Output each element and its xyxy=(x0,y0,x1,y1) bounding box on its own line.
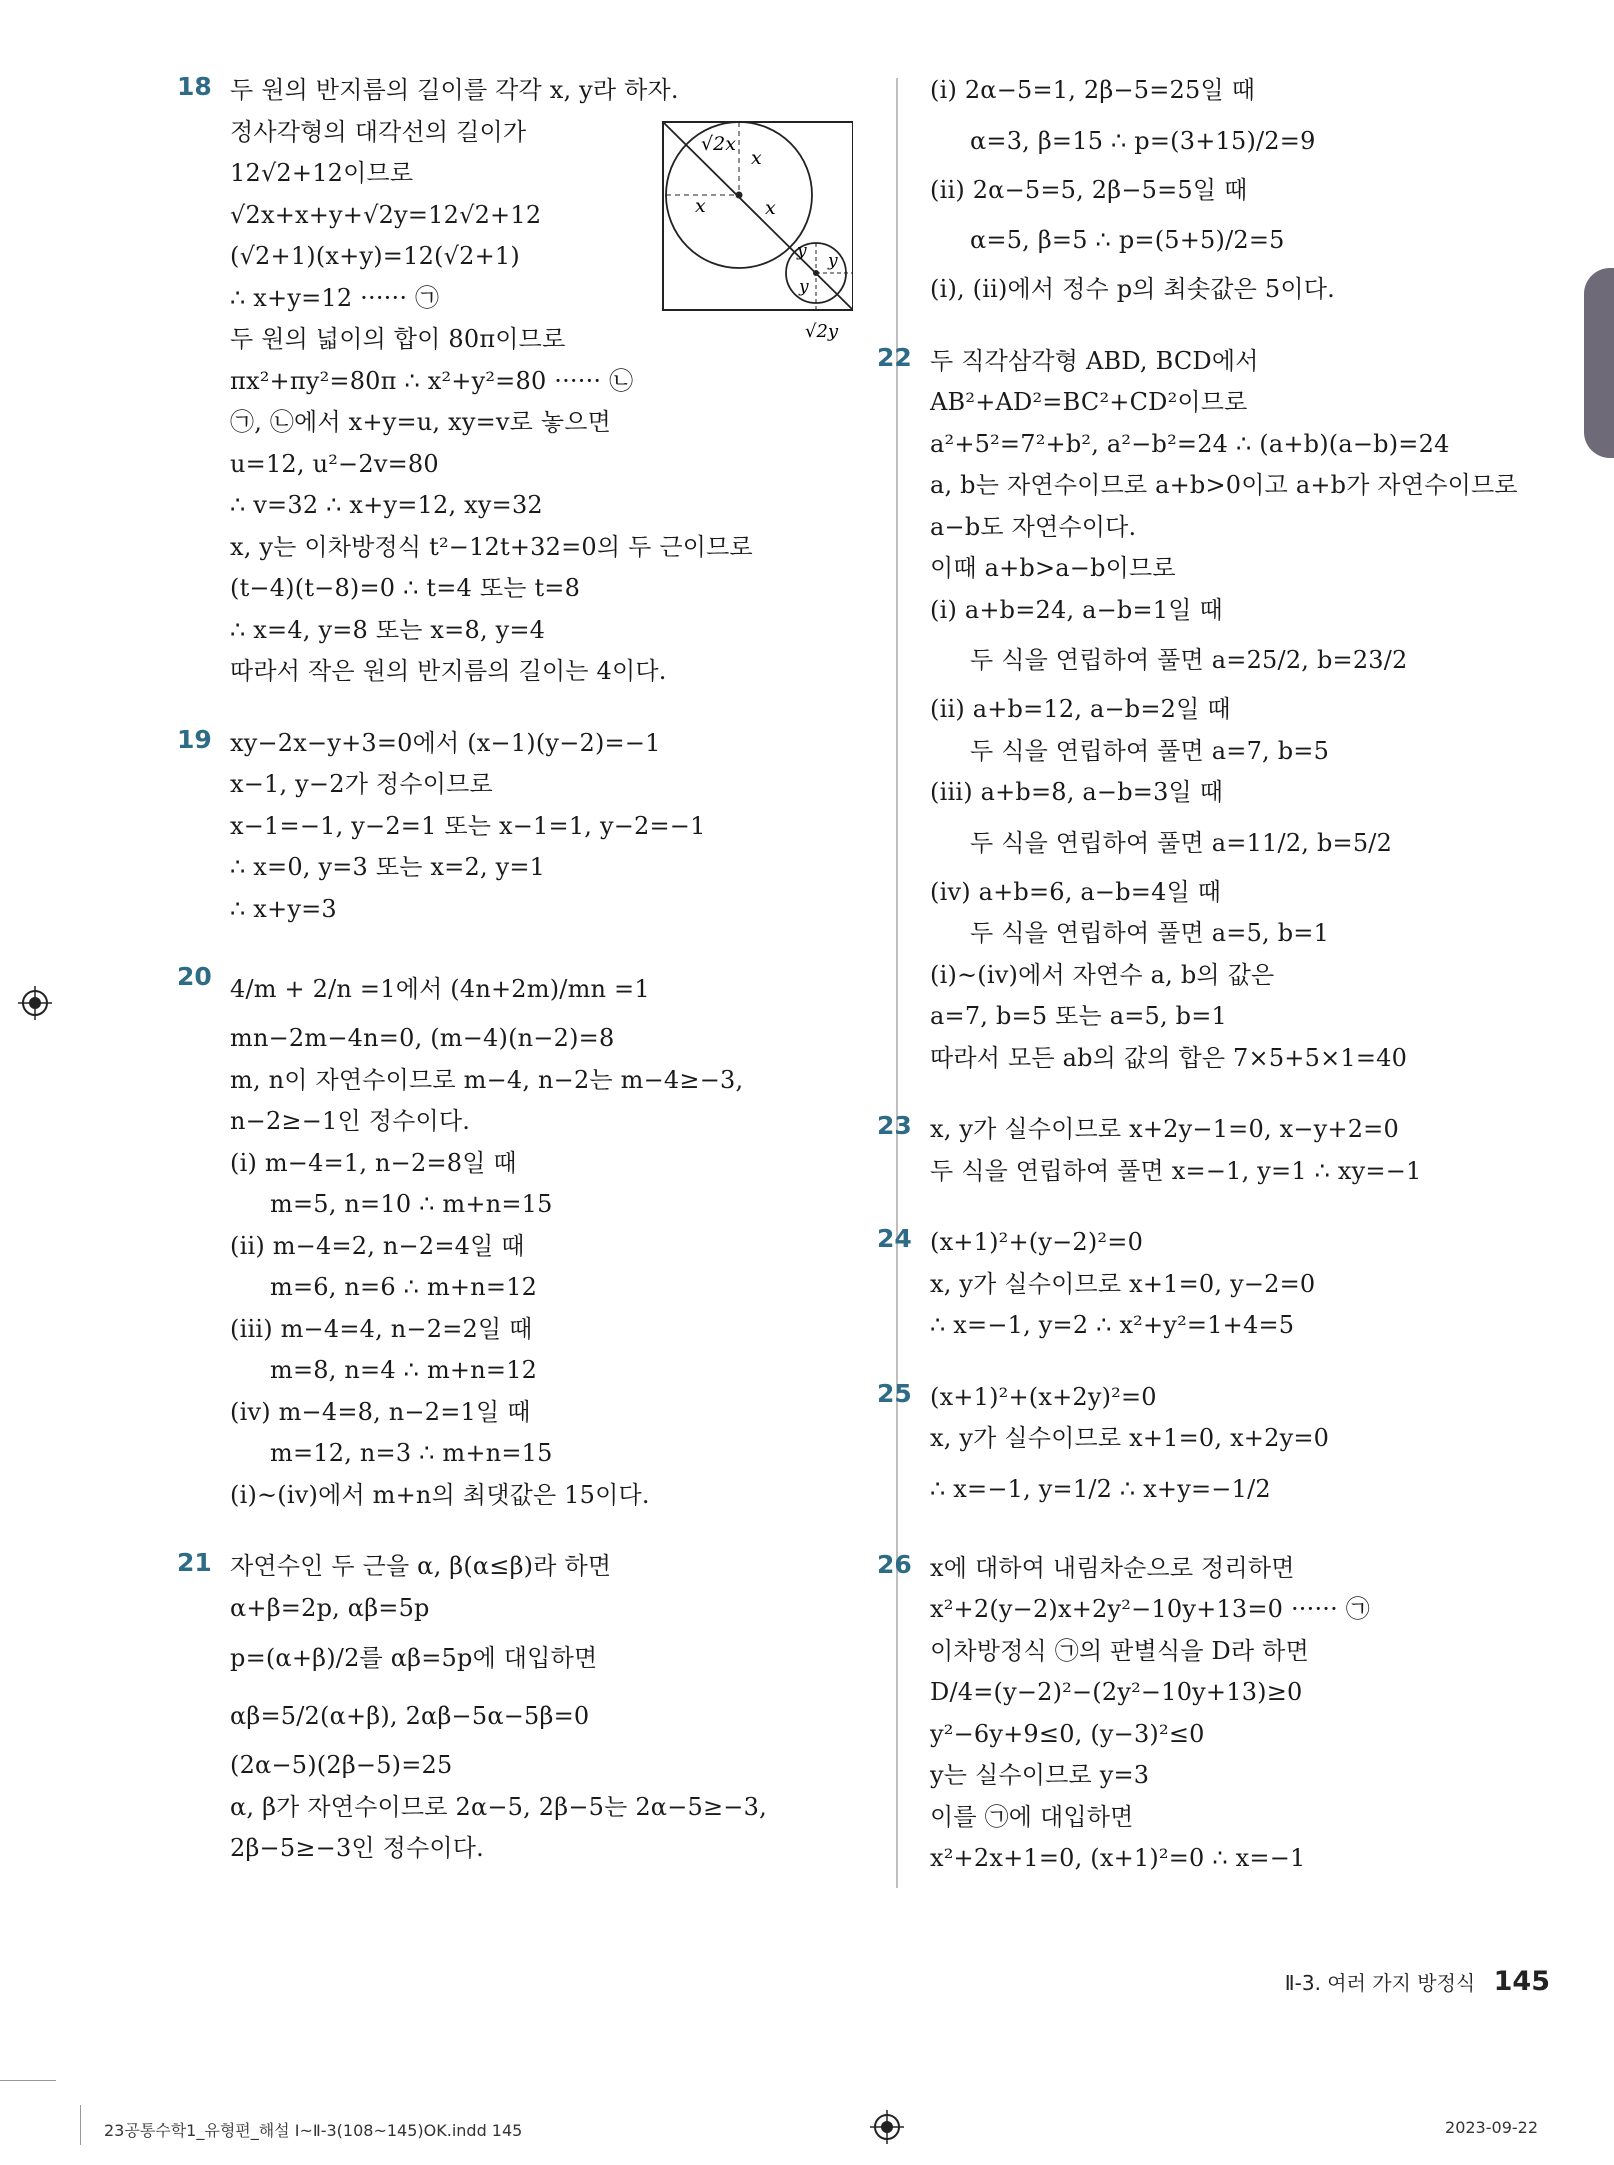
solution-line: 두 직각삼각형 ABD, BCD에서 xyxy=(930,346,1259,375)
section-tab xyxy=(1584,268,1614,458)
problem-number: 22 xyxy=(877,342,912,372)
solution-line: ∴ x=−1, y=2 ∴ x²+y²=1+4=5 xyxy=(930,1311,1295,1339)
diagram-label: √2x xyxy=(701,133,736,155)
solution-line: α=5, β=5 ∴ p=(5+5)/2=5 xyxy=(970,226,1285,254)
problem-number: 20 xyxy=(177,962,212,991)
registration-mark-icon xyxy=(870,2110,904,2144)
solution-line: α=3, β=15 ∴ p=(3+15)/2=9 xyxy=(970,126,1316,155)
solution-line: n−2≥−1인 정수이다. xyxy=(230,1107,471,1135)
solution-line: √2x+x+y+√2y=12√2+12 xyxy=(230,200,542,229)
solution-line: α+β=2p, αβ=5p xyxy=(230,1593,430,1622)
solution-line: 두 식을 연립하여 풀면 x=−1, y=1 ∴ xy=−1 xyxy=(930,1156,1422,1185)
problem-21 xyxy=(177,1546,870,1870)
solution-line: 2β−5≥−3인 정수이다. xyxy=(230,1834,484,1862)
running-footer xyxy=(1285,1966,1550,1997)
solution-line: ∴ x=−1, y=1/2 ∴ x+y=−1/2 xyxy=(930,1474,1271,1503)
problem-24 xyxy=(877,1222,1570,1347)
solution-line: x−1, y−2가 정수이므로 xyxy=(230,770,493,798)
solution-line: α, β가 자연수이므로 2α−5, 2β−5는 2α−5≥−3, xyxy=(230,1792,767,1821)
solution-line: (ii) a+b=12, a−b=2일 때 xyxy=(930,695,1231,723)
solution-line: πx²+πy²=80π ∴ x²+y²=80 ······ ㉡ xyxy=(230,366,634,395)
solution-line: 두 식을 연립하여 풀면 a=25/2, b=23/2 xyxy=(970,646,1408,674)
solution-line: AB²+AD²=BC²+CD²이므로 xyxy=(930,388,1248,416)
solution-line: y²−6y+9≤0, (y−3)²≤0 xyxy=(930,1719,1205,1748)
solution-line: 두 식을 연립하여 풀면 a=11/2, b=5/2 xyxy=(970,828,1393,857)
center-point xyxy=(736,192,743,199)
solution-line: 4/m + 2/n =1에서 (4n+2m)/mn =1 xyxy=(230,975,650,1003)
solution-line: x−1=−1, y−2=1 또는 x−1=1, y−2=−1 xyxy=(230,811,706,840)
problem-22 xyxy=(877,341,1570,1080)
solution-line: u=12, u²−2v=80 xyxy=(230,449,439,478)
solution-line: 따라서 작은 원의 반지름의 길이는 4이다. xyxy=(230,657,667,685)
diagram-label: x xyxy=(751,147,762,169)
solution-line: (t−4)(t−8)=0 ∴ t=4 또는 t=8 xyxy=(230,574,581,602)
problem-number: 24 xyxy=(877,1224,912,1253)
solution-line: 두 식을 연립하여 풀면 a=5, b=1 xyxy=(970,919,1330,947)
solution-line: x에 대하여 내림차순으로 정리하면 xyxy=(930,1553,1295,1582)
diagram-label: x xyxy=(765,197,776,219)
problem-number: 26 xyxy=(877,1549,912,1579)
solution-line: 12√2+12이므로 xyxy=(230,159,414,187)
solution-line: 이때 a+b>a−b이므로 xyxy=(930,554,1176,582)
solution-line: (i) 2α−5=1, 2β−5=25일 때 xyxy=(930,76,1256,104)
solution-line: αβ=5/2(α+β), 2αβ−5α−5β=0 xyxy=(230,1702,590,1730)
solution-line: D/4=(y−2)²−(2y²−10y+13)≥0 xyxy=(930,1678,1303,1706)
solution-line: ∴ x=4, y=8 또는 x=8, y=4 xyxy=(230,615,546,644)
solution-line: 이를 ㉠에 대입하면 xyxy=(930,1802,1134,1831)
problem-23 xyxy=(877,1109,1570,1192)
solution-line: (i) a+b=24, a−b=1일 때 xyxy=(930,595,1223,624)
diagram-label: y xyxy=(799,277,809,297)
solution-line: x, y가 실수이므로 x+1=0, y−2=0 xyxy=(930,1269,1316,1298)
solution-line: (2α−5)(2β−5)=25 xyxy=(230,1751,453,1779)
diagram-label: y xyxy=(797,241,807,261)
solution-line: m=8, n=4 ∴ m+n=12 xyxy=(270,1356,538,1384)
solution-line: xy−2x−y+3=0에서 (x−1)(y−2)=−1 xyxy=(230,728,661,757)
problem-20 xyxy=(177,960,870,1516)
print-date: 2023-09-22 xyxy=(1445,2118,1538,2137)
solution-line: a²+5²=7²+b², a²−b²=24 ∴ (a+b)(a−b)=24 xyxy=(930,429,1450,458)
solution-line: 두 식을 연립하여 풀면 a=7, b=5 xyxy=(970,736,1330,765)
solution-line: (i)~(iv)에서 m+n의 최댓값은 15이다. xyxy=(230,1480,650,1509)
solution-line: m, n이 자연수이므로 m−4, n−2는 m−4≥−3, xyxy=(230,1065,744,1094)
solution-line: (i) m−4=1, n−2=8일 때 xyxy=(230,1148,517,1177)
solution-line: ㉠, ㉡에서 x+y=u, xy=v로 놓으면 xyxy=(230,408,612,436)
problem-number: 19 xyxy=(177,724,212,754)
solution-line: x, y가 실수이므로 x+1=0, x+2y=0 xyxy=(930,1424,1330,1452)
crop-line xyxy=(80,2105,81,2145)
registration-mark-icon xyxy=(18,986,52,1020)
solution-line: x, y는 이차방정식 t²−12t+32=0의 두 근이므로 xyxy=(230,532,753,561)
problem-25 xyxy=(877,1377,1570,1518)
section-title: Ⅱ-3. 여러 가지 방정식 xyxy=(1284,1971,1476,1995)
problem-number: 21 xyxy=(177,1548,212,1577)
solution-line: 두 원의 반지름의 길이를 각각 x, y라 하자. xyxy=(230,76,679,104)
problem-number: 23 xyxy=(877,1111,912,1140)
problem-number: 25 xyxy=(877,1378,912,1408)
solution-line: x²+2(y−2)x+2y²−10y+13=0 ······ ㉠ xyxy=(930,1595,1370,1623)
solution-line: 두 원의 넓이의 합이 80π이므로 xyxy=(230,325,566,353)
solution-line: (iv) a+b=6, a−b=4일 때 xyxy=(930,877,1222,906)
solution-line: 이차방정식 ㉠의 판별식을 D라 하면 xyxy=(930,1636,1309,1665)
solution-line: 정사각형의 대각선의 길이가 xyxy=(230,117,527,146)
solution-line: m=5, n=10 ∴ m+n=15 xyxy=(270,1190,553,1218)
diagram-label: √2y xyxy=(805,321,839,342)
solution-line: m=12, n=3 ∴ m+n=15 xyxy=(270,1439,553,1467)
diagram-label: y xyxy=(828,251,838,271)
solution-line: x²+2x+1=0, (x+1)²=0 ∴ x=−1 xyxy=(930,1844,1306,1872)
solution-line: 자연수인 두 근을 α, β(α≤β)라 하면 xyxy=(230,1552,612,1580)
solution-line: (i)~(iv)에서 자연수 a, b의 값은 xyxy=(930,960,1275,989)
problem-26 xyxy=(877,1548,1570,1880)
center-point xyxy=(813,270,819,276)
solution-line: a, b는 자연수이므로 a+b>0이고 a+b가 자연수이므로 xyxy=(930,471,1518,499)
problem-21-continued xyxy=(930,70,1570,311)
solution-line: x, y가 실수이므로 x+2y−1=0, x−y+2=0 xyxy=(930,1115,1399,1143)
solution-line: y는 실수이므로 y=3 xyxy=(930,1761,1150,1789)
circles-in-square-diagram xyxy=(433,52,853,352)
file-info: 23공통수학1_유형편_해설 Ⅰ~Ⅱ-3(108~145)OK.indd 145 xyxy=(104,2121,523,2140)
solution-line: a=7, b=5 또는 a=5, b=1 xyxy=(930,1002,1228,1030)
solution-line: ∴ x+y=3 xyxy=(230,894,337,923)
right-column xyxy=(877,70,1570,1910)
solution-line: (ii) 2α−5=5, 2β−5=5일 때 xyxy=(930,175,1248,204)
solution-line: p=(α+β)/2를 αβ=5p에 대입하면 xyxy=(230,1644,598,1672)
solution-line: (iii) a+b=8, a−b=3일 때 xyxy=(930,778,1224,806)
solution-line: (ii) m−4=2, n−2=4일 때 xyxy=(230,1231,525,1260)
solution-line: ∴ x+y=12 ······ ㉠ xyxy=(230,283,440,312)
solution-line: a−b도 자연수이다. xyxy=(930,512,1137,541)
solution-line: (iii) m−4=4, n−2=2일 때 xyxy=(230,1314,533,1343)
solution-line: (x+1)²+(y−2)²=0 xyxy=(930,1228,1144,1256)
solution-line: m=6, n=6 ∴ m+n=12 xyxy=(270,1273,538,1301)
solution-line: (√2+1)(x+y)=12(√2+1) xyxy=(230,242,520,270)
solution-line: (i), (ii)에서 정수 p의 최솟값은 5이다. xyxy=(930,275,1335,303)
solution-line: ∴ v=32 ∴ x+y=12, xy=32 xyxy=(230,491,543,519)
solution-line: ∴ x=0, y=3 또는 x=2, y=1 xyxy=(230,853,546,881)
problem-19 xyxy=(177,723,870,931)
diagram-label: x xyxy=(695,195,706,217)
solution-line: (iv) m−4=8, n−2=1일 때 xyxy=(230,1397,531,1426)
solution-line: mn−2m−4n=0, (m−4)(n−2)=8 xyxy=(230,1024,615,1052)
crop-line xyxy=(0,2080,56,2081)
solution-line: (x+1)²+(x+2y)²=0 xyxy=(930,1382,1157,1411)
problem-number: 18 xyxy=(177,72,212,101)
solution-line: 따라서 모든 ab의 값의 합은 7×5+5×1=40 xyxy=(930,1043,1408,1072)
page-number: 145 xyxy=(1493,1966,1550,1997)
